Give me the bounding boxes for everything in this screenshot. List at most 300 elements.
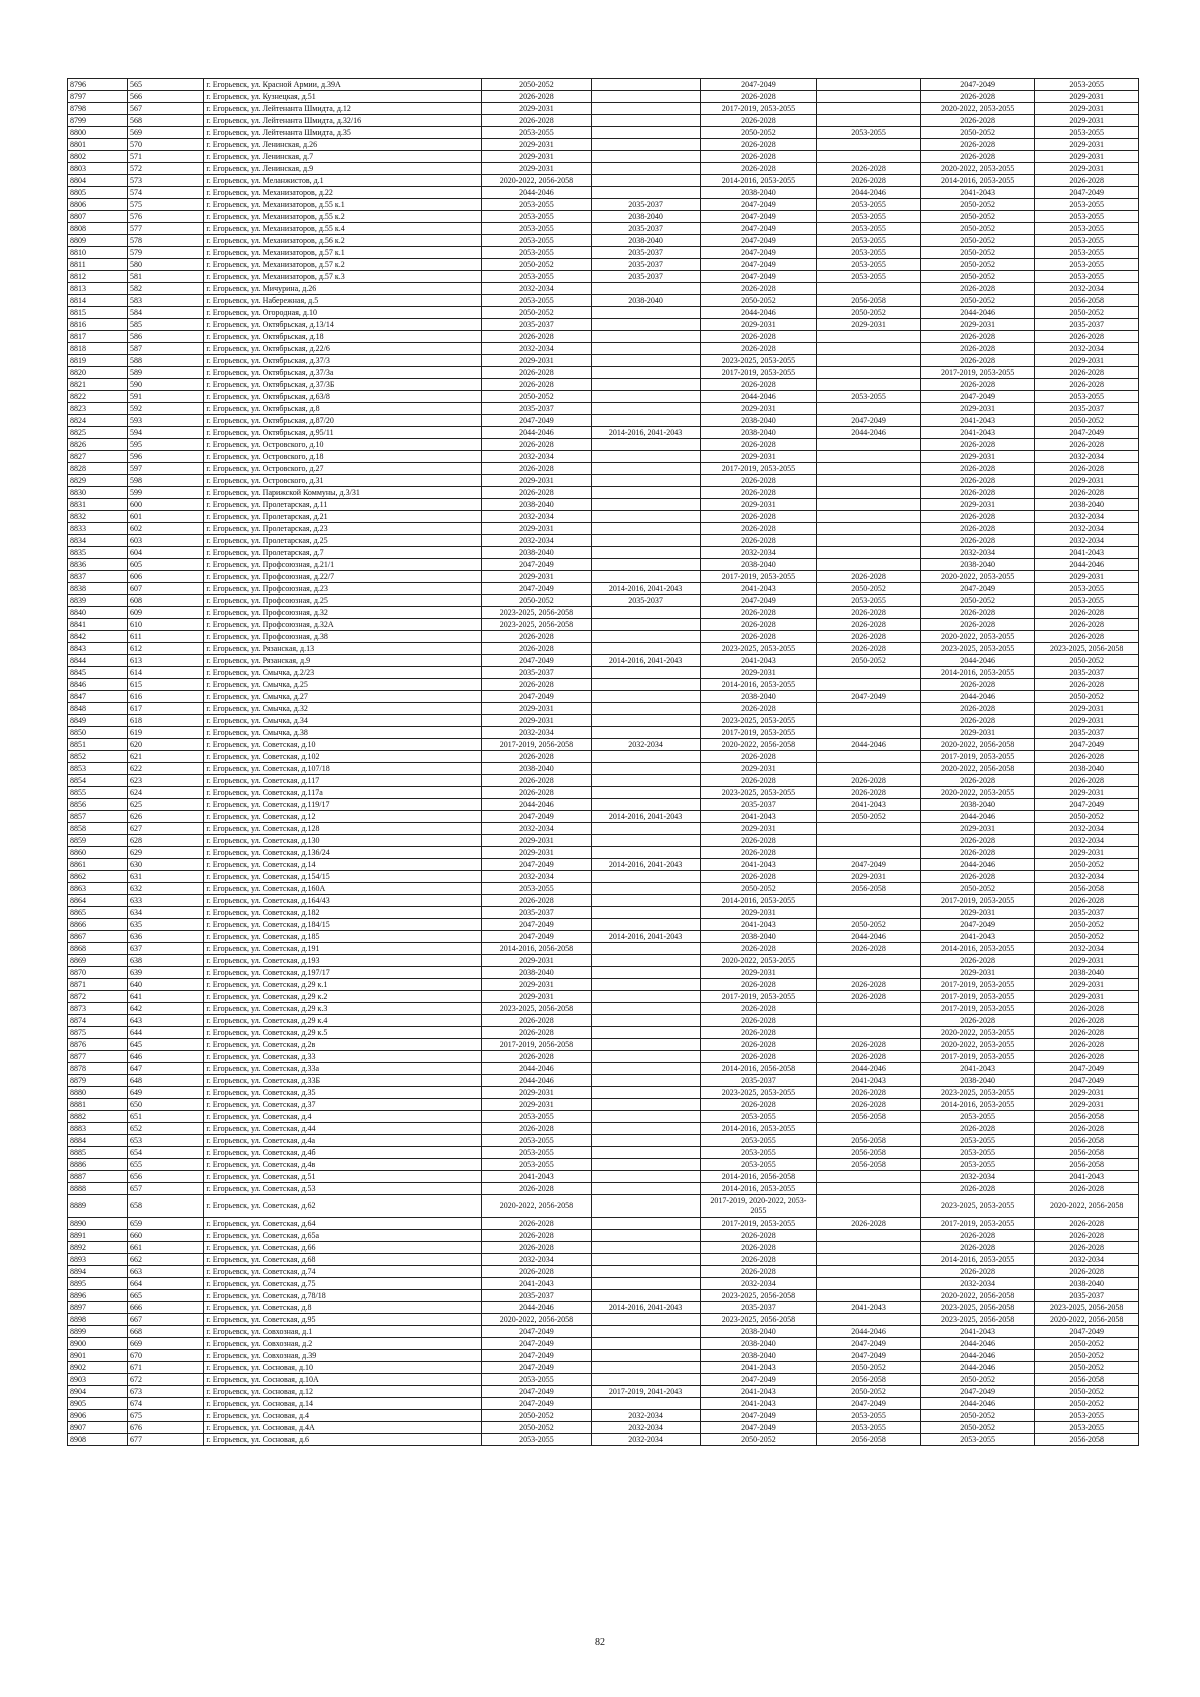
period-cell-1: 2035-2037 xyxy=(482,667,591,679)
period-cell-2 xyxy=(591,475,700,487)
period-cell-5: 2047-2049 xyxy=(920,391,1035,403)
period-cell-1: 2032-2034 xyxy=(482,451,591,463)
address-cell: г. Егорьевск, ул. Советская, д.4 xyxy=(204,1111,482,1123)
address-cell: г. Егорьевск, ул. Советская, д.14 xyxy=(204,859,482,871)
period-cell-4 xyxy=(817,79,921,91)
address-cell: г. Егорьевск, ул. Рязанская, д.13 xyxy=(204,643,482,655)
period-cell-1: 2023-2025, 2056-2058 xyxy=(482,619,591,631)
address-cell: г. Егорьевск, ул. Сосновая, д.10А xyxy=(204,1374,482,1386)
period-cell-4 xyxy=(817,1015,921,1027)
item-number-cell: 597 xyxy=(127,463,203,475)
period-cell-2 xyxy=(591,1398,700,1410)
row-number-cell: 8801 xyxy=(68,139,128,151)
address-cell: г. Егорьевск, ул. Советская, д.117а xyxy=(204,787,482,799)
period-cell-1: 2029-2031 xyxy=(482,355,591,367)
period-cell-1: 2047-2049 xyxy=(482,1362,591,1374)
period-cell-6: 2026-2028 xyxy=(1035,1003,1139,1015)
period-cell-4: 2056-2058 xyxy=(817,1135,921,1147)
period-cell-6: 2041-2043 xyxy=(1035,547,1139,559)
period-cell-5: 2038-2040 xyxy=(920,1075,1035,1087)
period-cell-6: 2029-2031 xyxy=(1035,571,1139,583)
period-cell-6: 2029-2031 xyxy=(1035,1099,1139,1111)
period-cell-3: 2053-2055 xyxy=(700,1111,817,1123)
item-number-cell: 655 xyxy=(127,1159,203,1171)
period-cell-6: 2026-2028 xyxy=(1035,1218,1139,1230)
period-cell-1: 2026-2028 xyxy=(482,679,591,691)
period-cell-5: 2023-2025, 2053-2055 xyxy=(920,643,1035,655)
period-cell-2 xyxy=(591,1242,700,1254)
period-cell-2 xyxy=(591,919,700,931)
period-cell-2: 2014-2016, 2041-2043 xyxy=(591,427,700,439)
period-cell-1: 2050-2052 xyxy=(482,595,591,607)
period-cell-3: 2038-2040 xyxy=(700,1326,817,1338)
period-cell-2 xyxy=(591,991,700,1003)
period-cell-6: 2026-2028 xyxy=(1035,1027,1139,1039)
period-cell-5: 2047-2049 xyxy=(920,583,1035,595)
period-cell-2: 2014-2016, 2041-2043 xyxy=(591,811,700,823)
address-cell: г. Егорьевск, ул. Сосновая, д.14 xyxy=(204,1398,482,1410)
period-cell-2 xyxy=(591,1135,700,1147)
period-cell-4 xyxy=(817,1183,921,1195)
period-cell-6: 2053-2055 xyxy=(1035,199,1139,211)
period-cell-3: 2023-2025, 2056-2058 xyxy=(700,1314,817,1326)
period-cell-5: 2020-2022, 2056-2058 xyxy=(920,1290,1035,1302)
period-cell-1: 2044-2046 xyxy=(482,1075,591,1087)
period-cell-4: 2056-2058 xyxy=(817,1111,921,1123)
row-number-cell: 8900 xyxy=(68,1338,128,1350)
period-cell-6: 2032-2034 xyxy=(1035,1254,1139,1266)
period-cell-2 xyxy=(591,607,700,619)
period-cell-2 xyxy=(591,643,700,655)
address-cell: г. Егорьевск, ул. Советская, д.117 xyxy=(204,775,482,787)
row-number-cell: 8800 xyxy=(68,127,128,139)
period-cell-5: 2032-2034 xyxy=(920,547,1035,559)
period-cell-4: 2056-2058 xyxy=(817,1434,921,1446)
period-cell-5: 2014-2016, 2053-2055 xyxy=(920,943,1035,955)
item-number-cell: 596 xyxy=(127,451,203,463)
address-cell: г. Егорьевск, ул. Советская, д.33Б xyxy=(204,1075,482,1087)
address-cell: г. Егорьевск, ул. Советская, д.4б xyxy=(204,1147,482,1159)
address-cell: г. Егорьевск, ул. Октябрьская, д.8 xyxy=(204,403,482,415)
period-cell-4 xyxy=(817,523,921,535)
period-cell-6: 2032-2034 xyxy=(1035,511,1139,523)
row-number-cell: 8908 xyxy=(68,1434,128,1446)
period-cell-1: 2053-2055 xyxy=(482,271,591,283)
item-number-cell: 645 xyxy=(127,1039,203,1051)
table-row xyxy=(68,1386,1139,1398)
period-cell-6: 2056-2058 xyxy=(1035,883,1139,895)
address-cell: г. Егорьевск, ул. Советская, д.75 xyxy=(204,1278,482,1290)
period-cell-6: 2026-2028 xyxy=(1035,679,1139,691)
period-cell-5: 2026-2028 xyxy=(920,835,1035,847)
period-cell-1: 2026-2028 xyxy=(482,895,591,907)
period-cell-2 xyxy=(591,91,700,103)
period-cell-1: 2047-2049 xyxy=(482,1350,591,1362)
address-cell: г. Егорьевск, ул. Рязанская, д.9 xyxy=(204,655,482,667)
row-number-cell: 8850 xyxy=(68,727,128,739)
period-cell-3: 2047-2049 xyxy=(700,79,817,91)
period-cell-6: 2029-2031 xyxy=(1035,151,1139,163)
period-cell-3: 2017-2019, 2053-2055 xyxy=(700,367,817,379)
period-cell-6: 2032-2034 xyxy=(1035,343,1139,355)
period-cell-2: 2032-2034 xyxy=(591,1422,700,1434)
address-cell: г. Егорьевск, ул. Советская, д.29 к.5 xyxy=(204,1027,482,1039)
address-cell: г. Егорьевск, ул. Механизаторов, д.55 к.4 xyxy=(204,223,482,235)
period-cell-1: 2047-2049 xyxy=(482,859,591,871)
period-cell-1: 2038-2040 xyxy=(482,967,591,979)
period-cell-3: 2041-2043 xyxy=(700,1362,817,1374)
period-cell-3: 2029-2031 xyxy=(700,907,817,919)
period-cell-6: 2053-2055 xyxy=(1035,79,1139,91)
period-cell-3: 2023-2025, 2053-2055 xyxy=(700,787,817,799)
period-cell-2 xyxy=(591,127,700,139)
period-cell-1: 2053-2055 xyxy=(482,1135,591,1147)
period-cell-6: 2026-2028 xyxy=(1035,895,1139,907)
address-cell: г. Егорьевск, ул. Профсоюзная, д.32А xyxy=(204,619,482,631)
period-cell-6: 2053-2055 xyxy=(1035,211,1139,223)
period-cell-3: 2038-2040 xyxy=(700,691,817,703)
period-cell-4: 2056-2058 xyxy=(817,1374,921,1386)
period-cell-5: 2050-2052 xyxy=(920,199,1035,211)
row-number-cell: 8846 xyxy=(68,679,128,691)
table-row xyxy=(68,1242,1139,1254)
period-cell-3: 2023-2025, 2053-2055 xyxy=(700,715,817,727)
period-cell-5: 2044-2046 xyxy=(920,691,1035,703)
item-number-cell: 613 xyxy=(127,655,203,667)
address-cell: г. Егорьевск, ул. Советская, д.95 xyxy=(204,1314,482,1326)
period-cell-6: 2032-2034 xyxy=(1035,523,1139,535)
period-cell-1: 2050-2052 xyxy=(482,79,591,91)
period-cell-5: 2017-2019, 2053-2055 xyxy=(920,367,1035,379)
period-cell-3: 2026-2028 xyxy=(700,331,817,343)
period-cell-2 xyxy=(591,979,700,991)
table-row xyxy=(68,523,1139,535)
table-row xyxy=(68,1314,1139,1326)
item-number-cell: 616 xyxy=(127,691,203,703)
period-cell-3: 2026-2028 xyxy=(700,151,817,163)
row-number-cell: 8879 xyxy=(68,1075,128,1087)
period-cell-1: 2023-2025, 2056-2058 xyxy=(482,607,591,619)
period-cell-4: 2041-2043 xyxy=(817,1302,921,1314)
table-row xyxy=(68,223,1139,235)
item-number-cell: 584 xyxy=(127,307,203,319)
period-cell-4 xyxy=(817,343,921,355)
period-cell-3: 2035-2037 xyxy=(700,1075,817,1087)
row-number-cell: 8822 xyxy=(68,391,128,403)
period-cell-4: 2026-2028 xyxy=(817,631,921,643)
table-row xyxy=(68,343,1139,355)
period-cell-2: 2038-2040 xyxy=(591,295,700,307)
period-cell-5: 2026-2028 xyxy=(920,487,1035,499)
schedule-table xyxy=(67,78,1139,1446)
period-cell-2 xyxy=(591,1111,700,1123)
table-row xyxy=(68,1254,1139,1266)
table-row xyxy=(68,907,1139,919)
period-cell-6: 2035-2037 xyxy=(1035,727,1139,739)
period-cell-3: 2032-2034 xyxy=(700,1278,817,1290)
period-cell-6: 2050-2052 xyxy=(1035,1386,1139,1398)
item-number-cell: 567 xyxy=(127,103,203,115)
period-cell-3: 2032-2034 xyxy=(700,547,817,559)
item-number-cell: 648 xyxy=(127,1075,203,1087)
address-cell: г. Егорьевск, ул. Красной Армии, д.39А xyxy=(204,79,482,91)
period-cell-5: 2053-2055 xyxy=(920,1434,1035,1446)
period-cell-3: 2026-2028 xyxy=(700,439,817,451)
period-cell-6: 2029-2031 xyxy=(1035,979,1139,991)
period-cell-4 xyxy=(817,1266,921,1278)
table-row xyxy=(68,679,1139,691)
address-cell: г. Егорьевск, ул. Советская, д.136/24 xyxy=(204,847,482,859)
period-cell-3: 2026-2028 xyxy=(700,607,817,619)
item-number-cell: 601 xyxy=(127,511,203,523)
period-cell-2 xyxy=(591,1075,700,1087)
period-cell-1: 2026-2028 xyxy=(482,1051,591,1063)
item-number-cell: 633 xyxy=(127,895,203,907)
period-cell-4 xyxy=(817,499,921,511)
period-cell-4: 2026-2028 xyxy=(817,619,921,631)
period-cell-2 xyxy=(591,1087,700,1099)
address-cell: г. Егорьевск, ул. Советская, д.37 xyxy=(204,1099,482,1111)
period-cell-4 xyxy=(817,967,921,979)
period-cell-6: 2053-2055 xyxy=(1035,1410,1139,1422)
period-cell-4 xyxy=(817,103,921,115)
period-cell-1: 2026-2028 xyxy=(482,1015,591,1027)
period-cell-5: 2026-2028 xyxy=(920,283,1035,295)
row-number-cell: 8872 xyxy=(68,991,128,1003)
table-row xyxy=(68,739,1139,751)
period-cell-6: 2056-2058 xyxy=(1035,1111,1139,1123)
period-cell-3: 2047-2049 xyxy=(700,235,817,247)
period-cell-6: 2050-2052 xyxy=(1035,691,1139,703)
period-cell-4: 2047-2049 xyxy=(817,859,921,871)
period-cell-4: 2026-2028 xyxy=(817,1099,921,1111)
period-cell-1: 2044-2046 xyxy=(482,427,591,439)
period-cell-3: 2026-2028 xyxy=(700,631,817,643)
period-cell-3: 2026-2028 xyxy=(700,379,817,391)
address-cell: г. Егорьевск, ул. Октябрьская, д.13/14 xyxy=(204,319,482,331)
item-number-cell: 661 xyxy=(127,1242,203,1254)
period-cell-2 xyxy=(591,1003,700,1015)
row-number-cell: 8888 xyxy=(68,1183,128,1195)
period-cell-2 xyxy=(591,1266,700,1278)
table-row xyxy=(68,1278,1139,1290)
period-cell-4: 2056-2058 xyxy=(817,295,921,307)
address-cell: г. Егорьевск, ул. Совхозная, д.1 xyxy=(204,1326,482,1338)
item-number-cell: 589 xyxy=(127,367,203,379)
table-row xyxy=(68,619,1139,631)
period-cell-3: 2026-2028 xyxy=(700,91,817,103)
item-number-cell: 566 xyxy=(127,91,203,103)
period-cell-5: 2026-2028 xyxy=(920,679,1035,691)
period-cell-3: 2029-2031 xyxy=(700,451,817,463)
row-number-cell: 8835 xyxy=(68,547,128,559)
period-cell-4: 2044-2046 xyxy=(817,187,921,199)
period-cell-1: 2038-2040 xyxy=(482,763,591,775)
table-row xyxy=(68,1039,1139,1051)
address-cell: г. Егорьевск, ул. Кузнецкая, д.51 xyxy=(204,91,482,103)
period-cell-2 xyxy=(591,1099,700,1111)
period-cell-2 xyxy=(591,631,700,643)
table-row xyxy=(68,643,1139,655)
table-row xyxy=(68,979,1139,991)
period-cell-6: 2038-2040 xyxy=(1035,763,1139,775)
row-number-cell: 8898 xyxy=(68,1314,128,1326)
address-cell: г. Егорьевск, ул. Советская, д.29 к.4 xyxy=(204,1015,482,1027)
period-cell-5: 2026-2028 xyxy=(920,331,1035,343)
period-cell-2 xyxy=(591,163,700,175)
table-row xyxy=(68,919,1139,931)
period-cell-2 xyxy=(591,511,700,523)
period-cell-1: 2026-2028 xyxy=(482,463,591,475)
period-cell-5: 2032-2034 xyxy=(920,1171,1035,1183)
period-cell-2 xyxy=(591,667,700,679)
item-number-cell: 612 xyxy=(127,643,203,655)
period-cell-1: 2047-2049 xyxy=(482,655,591,667)
period-cell-3: 2047-2049 xyxy=(700,595,817,607)
address-cell: г. Егорьевск, ул. Советская, д.102 xyxy=(204,751,482,763)
table-row xyxy=(68,463,1139,475)
address-cell: г. Егорьевск, ул. Октябрьская, д.18 xyxy=(204,331,482,343)
period-cell-4: 2026-2028 xyxy=(817,1039,921,1051)
item-number-cell: 675 xyxy=(127,1410,203,1422)
period-cell-4 xyxy=(817,451,921,463)
table-row xyxy=(68,631,1139,643)
period-cell-3: 2038-2040 xyxy=(700,931,817,943)
item-number-cell: 673 xyxy=(127,1386,203,1398)
table-row xyxy=(68,883,1139,895)
period-cell-3: 2029-2031 xyxy=(700,403,817,415)
row-number-cell: 8840 xyxy=(68,607,128,619)
period-cell-2 xyxy=(591,1171,700,1183)
item-number-cell: 667 xyxy=(127,1314,203,1326)
period-cell-3: 2026-2028 xyxy=(700,475,817,487)
period-cell-2 xyxy=(591,103,700,115)
row-number-cell: 8815 xyxy=(68,307,128,319)
period-cell-1: 2050-2052 xyxy=(482,307,591,319)
period-cell-1: 2029-2031 xyxy=(482,835,591,847)
row-number-cell: 8864 xyxy=(68,895,128,907)
period-cell-3: 2026-2028 xyxy=(700,115,817,127)
period-cell-6: 2053-2055 xyxy=(1035,583,1139,595)
period-cell-4 xyxy=(817,1003,921,1015)
period-cell-1: 2035-2037 xyxy=(482,1290,591,1302)
period-cell-2: 2035-2037 xyxy=(591,271,700,283)
address-cell: г. Егорьевск, ул. Пролетарская, д.23 xyxy=(204,523,482,535)
period-cell-2 xyxy=(591,883,700,895)
row-number-cell: 8896 xyxy=(68,1290,128,1302)
period-cell-4: 2047-2049 xyxy=(817,1338,921,1350)
period-cell-6: 2056-2058 xyxy=(1035,1135,1139,1147)
item-number-cell: 608 xyxy=(127,595,203,607)
table-row xyxy=(68,823,1139,835)
period-cell-1: 2029-2031 xyxy=(482,991,591,1003)
table-row xyxy=(68,211,1139,223)
period-cell-6: 2023-2025, 2056-2058 xyxy=(1035,1302,1139,1314)
row-number-cell: 8817 xyxy=(68,331,128,343)
period-cell-5: 2026-2028 xyxy=(920,703,1035,715)
period-cell-4 xyxy=(817,439,921,451)
row-number-cell: 8847 xyxy=(68,691,128,703)
item-number-cell: 587 xyxy=(127,343,203,355)
period-cell-4 xyxy=(817,667,921,679)
item-number-cell: 649 xyxy=(127,1087,203,1099)
item-number-cell: 646 xyxy=(127,1051,203,1063)
period-cell-3: 2026-2028 xyxy=(700,163,817,175)
period-cell-5: 2020-2022, 2053-2055 xyxy=(920,103,1035,115)
period-cell-5: 2023-2025, 2056-2058 xyxy=(920,1302,1035,1314)
row-number-cell: 8798 xyxy=(68,103,128,115)
period-cell-6: 2047-2049 xyxy=(1035,739,1139,751)
row-number-cell: 8870 xyxy=(68,967,128,979)
period-cell-6: 2026-2028 xyxy=(1035,1266,1139,1278)
row-number-cell: 8904 xyxy=(68,1386,128,1398)
address-cell: г. Егорьевск, ул. Советская, д.62 xyxy=(204,1195,482,1218)
period-cell-3: 2017-2019, 2053-2055 xyxy=(700,103,817,115)
period-cell-2 xyxy=(591,907,700,919)
period-cell-6: 2047-2049 xyxy=(1035,427,1139,439)
row-number-cell: 8826 xyxy=(68,439,128,451)
period-cell-4: 2041-2043 xyxy=(817,799,921,811)
period-cell-4 xyxy=(817,91,921,103)
period-cell-3: 2026-2028 xyxy=(700,775,817,787)
row-number-cell: 8859 xyxy=(68,835,128,847)
period-cell-1: 2047-2049 xyxy=(482,415,591,427)
period-cell-5: 2020-2022, 2053-2055 xyxy=(920,1039,1035,1051)
address-cell: г. Егорьевск, ул. Смычка, д.2/23 xyxy=(204,667,482,679)
row-number-cell: 8837 xyxy=(68,571,128,583)
period-cell-4 xyxy=(817,535,921,547)
period-cell-3: 2035-2037 xyxy=(700,1302,817,1314)
period-cell-3: 2026-2028 xyxy=(700,283,817,295)
table-row xyxy=(68,1159,1139,1171)
address-cell: г. Егорьевск, ул. Октябрьская, д.87/20 xyxy=(204,415,482,427)
address-cell: г. Егорьевск, ул. Смычка, д.25 xyxy=(204,679,482,691)
period-cell-2 xyxy=(591,1015,700,1027)
period-cell-3: 2050-2052 xyxy=(700,883,817,895)
period-cell-5: 2041-2043 xyxy=(920,187,1035,199)
address-cell: г. Егорьевск, ул. Мичурина, д.26 xyxy=(204,283,482,295)
table-row xyxy=(68,571,1139,583)
period-cell-2 xyxy=(591,1314,700,1326)
period-cell-5: 2050-2052 xyxy=(920,883,1035,895)
row-number-cell: 8820 xyxy=(68,367,128,379)
period-cell-1: 2032-2034 xyxy=(482,871,591,883)
period-cell-2 xyxy=(591,1195,700,1218)
period-cell-5: 2020-2022, 2056-2058 xyxy=(920,763,1035,775)
row-number-cell: 8858 xyxy=(68,823,128,835)
period-cell-4 xyxy=(817,835,921,847)
period-cell-3: 2038-2040 xyxy=(700,1350,817,1362)
period-cell-2 xyxy=(591,679,700,691)
period-cell-3: 2017-2019, 2053-2055 xyxy=(700,1218,817,1230)
period-cell-2: 2035-2037 xyxy=(591,595,700,607)
period-cell-4 xyxy=(817,463,921,475)
period-cell-2 xyxy=(591,751,700,763)
address-cell: г. Егорьевск, ул. Советская, д.29 к.3 xyxy=(204,1003,482,1015)
period-cell-6: 2050-2052 xyxy=(1035,811,1139,823)
period-cell-3: 2017-2019, 2053-2055 xyxy=(700,463,817,475)
period-cell-3: 2047-2049 xyxy=(700,211,817,223)
period-cell-6: 2032-2034 xyxy=(1035,823,1139,835)
table-row xyxy=(68,931,1139,943)
period-cell-5: 2044-2046 xyxy=(920,1350,1035,1362)
period-cell-2: 2017-2019, 2041-2043 xyxy=(591,1386,700,1398)
table-row xyxy=(68,811,1139,823)
address-cell: г. Егорьевск, ул. Островского, д.18 xyxy=(204,451,482,463)
item-number-cell: 632 xyxy=(127,883,203,895)
table-row xyxy=(68,391,1139,403)
period-cell-4: 2053-2055 xyxy=(817,235,921,247)
